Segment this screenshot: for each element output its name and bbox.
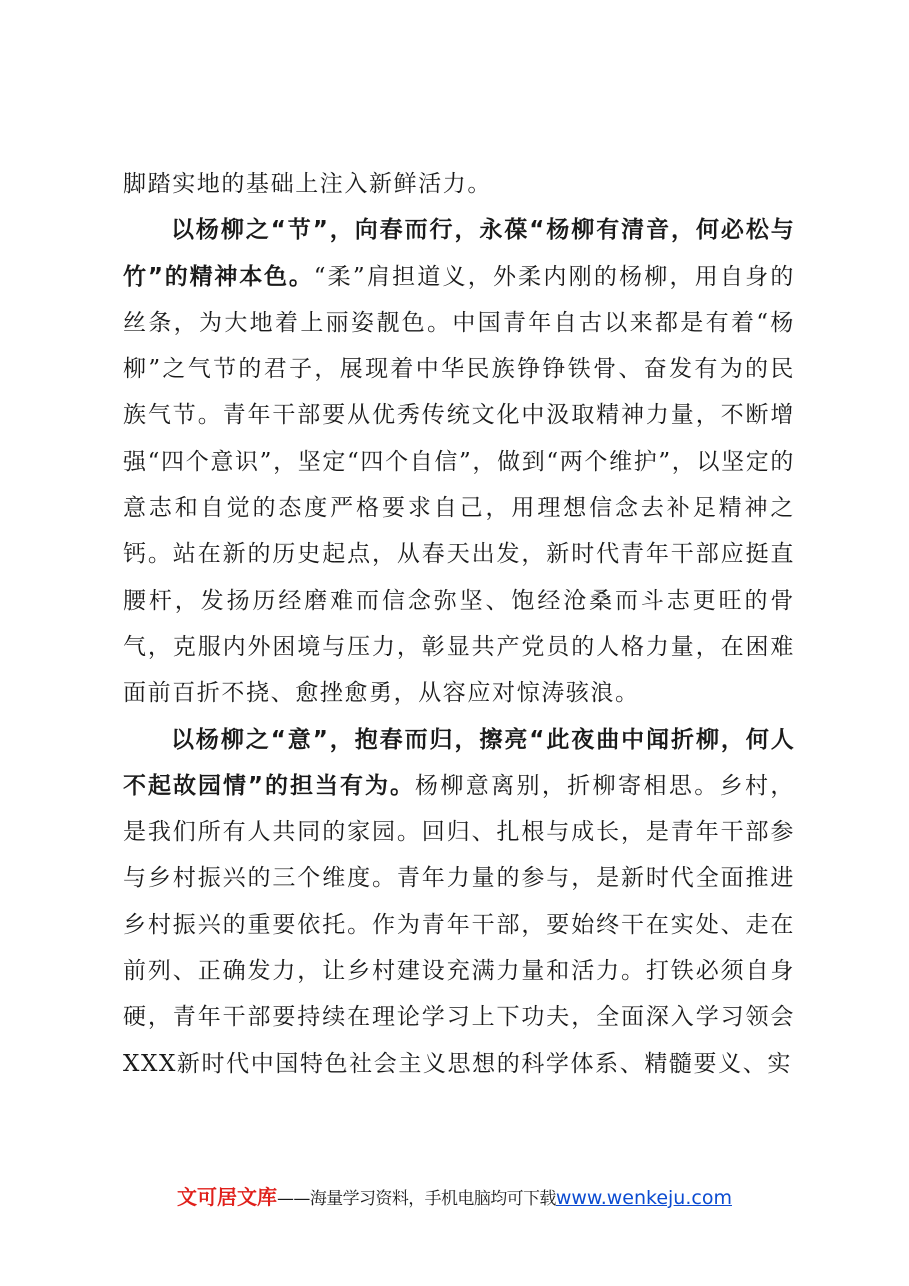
paragraph-text: “柔”肩担道义，外柔内刚的杨柳，用自身的丝条，为大地着上丽姿靓色。中国青年自古以来都是有着“杨柳”之气节的君子，展现着中华民族铮铮铁骨、奋发有为的民族气节。青年干部要从优秀传统文化中汲取精神力量，不断增强“四个意识”，坚定“四个自信”，做到“两个维护”，以坚定的意志和自觉的态度严格要求自己，用理想信念去补足精神之钙。站在新的历史起点，从春天出发，新时代青年干部应挺直腰杆，发扬历经磨难而信念弥坚、饱经沧桑而斗志更旺的骨气，克服内外困境与压力，彰显共产党员的人格力量，在困难面前百折不挠、愈挫愈勇，从容应对惊涛骇浪。 bbox=[123, 263, 795, 707]
paragraph-text: 杨柳意离别，折柳寄相思。乡村，是我们所有人共同的家园。回归、扎根与成长，是青年干部参与乡村振兴的三个维度。青年力量的参与，是新时代全面推进乡村振兴的重要依托。作为青年干部，要始终干在实处、走在前列、正确发力，让乡村建设充满力量和活力。打铁必须自身硬，青年干部要持续在理论学习上下功夫，全面深入学习领会XXX新时代中国特色社会主义思想的科学体系、精髓要义、实 bbox=[123, 772, 795, 1077]
paragraph-yi bbox=[123, 717, 795, 1087]
paragraph-lead-heading: 以杨柳之“意”，抱春而归，擦亮“此夜曲中闻折柳，何人不起故园情”的担当有为。 bbox=[123, 726, 795, 799]
document-body bbox=[123, 161, 795, 1087]
paragraph-continuation bbox=[123, 161, 795, 207]
paragraph-lead-heading: 以杨柳之“节”，向春而行，永葆“杨柳有清音，何必松与竹”的精神本色。 bbox=[123, 217, 795, 290]
footer-site-link[interactable]: www.wenkeju.com bbox=[555, 1187, 732, 1209]
paragraph-text: 脚踏实地的基础上注入新鲜活力。 bbox=[123, 171, 492, 197]
page-footer bbox=[0, 1181, 909, 1210]
footer-tagline: ——海量学习资料，手机电脑均可下载 bbox=[277, 1189, 556, 1209]
paragraph-jie bbox=[123, 207, 795, 716]
footer-brand: 文可居文库 bbox=[177, 1185, 278, 1209]
